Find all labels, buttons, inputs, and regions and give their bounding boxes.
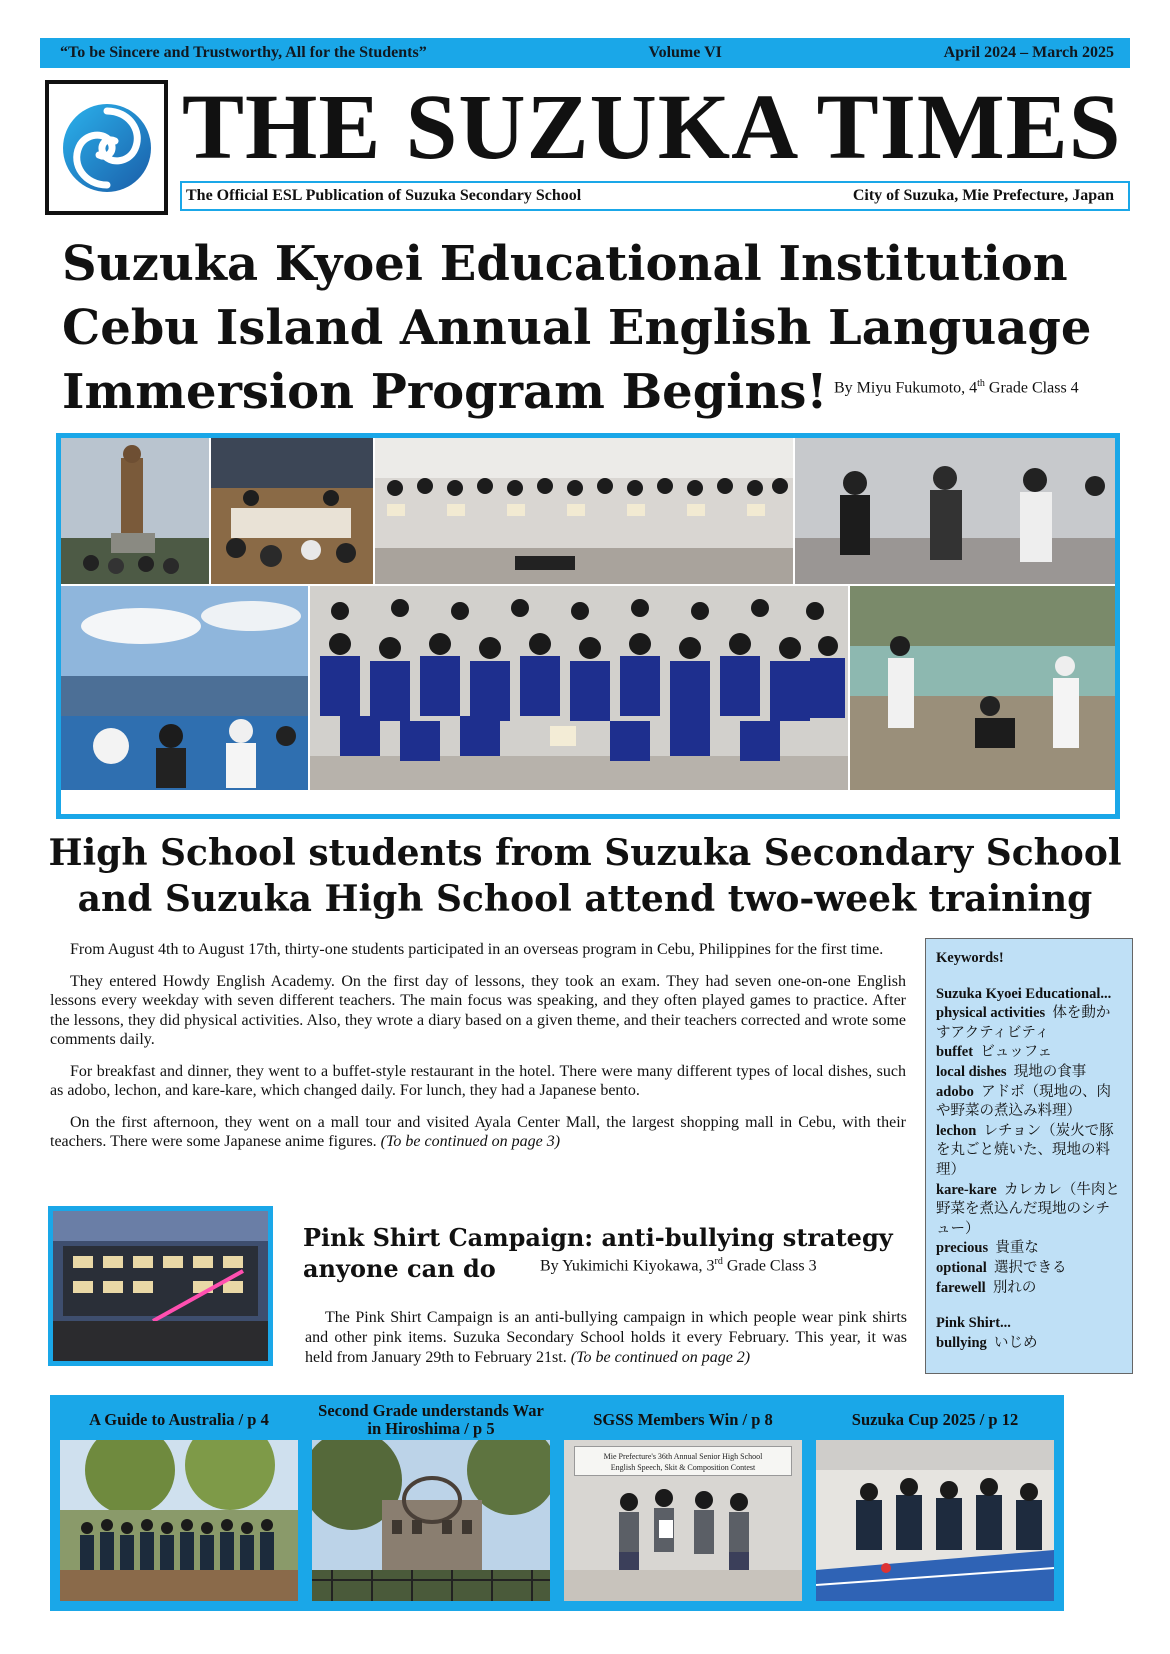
tile-label: SGSS Members Win / p 8 — [593, 1410, 773, 1429]
swirl-logo-icon — [57, 89, 157, 207]
keyword-entry: physical activities 体を動かすアクティビティ — [936, 1005, 1111, 1041]
headline-line: Cebu Island Annual English Language — [62, 300, 1092, 356]
keyword-entry: lechon レチョン（炭火で豚を丸ごと焼いた、現地の料理） — [936, 1122, 1114, 1178]
tile-label: Suzuka Cup 2025 / p 12 — [851, 1410, 1019, 1429]
top-banner — [40, 38, 1130, 68]
pink-headline-line: anyone can do — [303, 1254, 496, 1283]
headline-line: Immersion Program Begins! — [62, 364, 828, 420]
publication-name: The Official ESL Publication of Suzuka Secondary School — [186, 187, 582, 204]
activity-photo — [795, 438, 1115, 584]
keyword-entry: farewell 別れの — [936, 1279, 1037, 1296]
keywords-group-heading: Suzuka Kyoei Educational... — [936, 985, 1112, 1002]
keywords-group-heading: Pink Shirt... — [936, 1315, 1011, 1332]
pink-headline-line: Pink Shirt Campaign: anti-bullying strategy — [303, 1223, 893, 1252]
tile-sgss-members-win[interactable] — [554, 1395, 812, 1611]
headline-line: Suzuka Kyoei Educational Institution — [62, 236, 1068, 292]
keyword-entry: local dishes 現地の食事 — [936, 1063, 1087, 1080]
speech-contest-photo — [564, 1440, 802, 1601]
keyword-entry: bullying いじめ — [936, 1334, 1038, 1351]
article-paragraph: They entered Howdy English Academy. On the first day of lessons, they took an exam. They had seven one-on-one English lessons every weekday with seven different teachers. The main focus was speaking, and they often played games to practice. After the lessons, they did physical activities. Also, they wrote a diary based on a given theme, and their teachers corrected and wrote some comments daily. — [50, 972, 906, 1048]
publication-location: City of Suzuka, Mie Prefecture, Japan — [852, 187, 1114, 204]
tile-suzuka-cup-2025[interactable] — [806, 1395, 1064, 1611]
tile-label: Second Grade understands War in Hiroshima / p 5 — [318, 1401, 544, 1438]
school-logo — [45, 80, 168, 215]
uniform-group-photo — [310, 586, 848, 790]
article-subheadline — [40, 830, 1130, 922]
keyword-entry: kare-kare カレカレ（牛肉と野菜を煮込んだ現地のシチュー） — [936, 1181, 1120, 1237]
masthead-title: THE SUZUKA TIMES — [182, 76, 1122, 179]
main-article-body — [50, 940, 906, 1164]
hiroshima-dome-photo — [312, 1440, 550, 1601]
boat-photo — [61, 586, 308, 790]
school-motto: “To be Sincere and Trustworthy, All for the Students” — [60, 44, 427, 61]
certificate-group-photo — [375, 438, 793, 584]
main-byline: By Miyu Fukumoto, 4th Grade Class 4 — [834, 378, 1079, 397]
publication-bar — [180, 181, 1130, 211]
keywords-box — [925, 938, 1133, 1374]
australia-group-photo — [60, 1440, 298, 1601]
table-tennis-photo — [816, 1440, 1054, 1601]
school-building-photo — [48, 1206, 273, 1366]
date-range: April 2024 – March 2025 — [943, 44, 1114, 61]
article-paragraph: On the first afternoon, they went on a mall tour and visited Ayala Center Mall, the largest shopping mall in Cebu, with their teachers. There were some Japanese anime figures. (To be continued on page 3) — [50, 1113, 906, 1150]
pink-shirt-body: The Pink Shirt Campaign is an anti-bullying campaign in which people wear pink shirts and other pink items. Suzuka Secondary School holds it every February. This year, it was held from January 29th to February 21st. (To be continued on page 2) — [305, 1309, 907, 1366]
keyword-entry: precious 貴重な — [936, 1240, 1039, 1257]
keyword-entry: optional 選択できる — [936, 1259, 1067, 1276]
tile-label: A Guide to Australia / p 4 — [89, 1410, 269, 1429]
continued-note: (To be continued on page 3) — [380, 1133, 561, 1150]
keyword-entry: adobo アドボ（現地の、肉や野菜の煮込み料理） — [936, 1083, 1112, 1120]
subheadline-line: and Suzuka High School attend two-week training — [77, 878, 1093, 920]
contest-banner: Mie Prefecture's 36th Annual Senior High School English Speech, Skit & Composition Contest — [574, 1446, 792, 1476]
article-paragraph: For breakfast and dinner, they went to a buffet-style restaurant in the hotel. There were many different types of local dishes, such as adobo, lechon, and kare-kare, which changed daily. For lunch, they had a Japanese bento. — [50, 1062, 906, 1099]
subheadline-line: High School students from Suzuka Secondary School — [48, 832, 1122, 874]
dining-photo — [211, 438, 373, 584]
continued-note: (To be continued on page 2) — [570, 1349, 751, 1366]
beach-cleanup-photo — [850, 586, 1115, 790]
photo-collage — [56, 433, 1120, 819]
tile-guide-to-australia[interactable] — [50, 1395, 308, 1611]
volume-label: Volume VI — [648, 44, 722, 61]
statue-photo — [61, 438, 209, 584]
article-paragraph: From August 4th to August 17th, thirty-one students participated in an overseas program in Cebu, Philippines for the first time. — [70, 941, 884, 958]
pink-shirt-byline: By Yukimichi Kiyokawa, 3rd Grade Class 3 — [540, 1256, 817, 1275]
tile-war-in-hiroshima[interactable] — [302, 1395, 560, 1611]
keywords-title: Keywords! — [936, 950, 1004, 966]
keyword-entry: buffet ビュッフェ — [936, 1044, 1053, 1061]
